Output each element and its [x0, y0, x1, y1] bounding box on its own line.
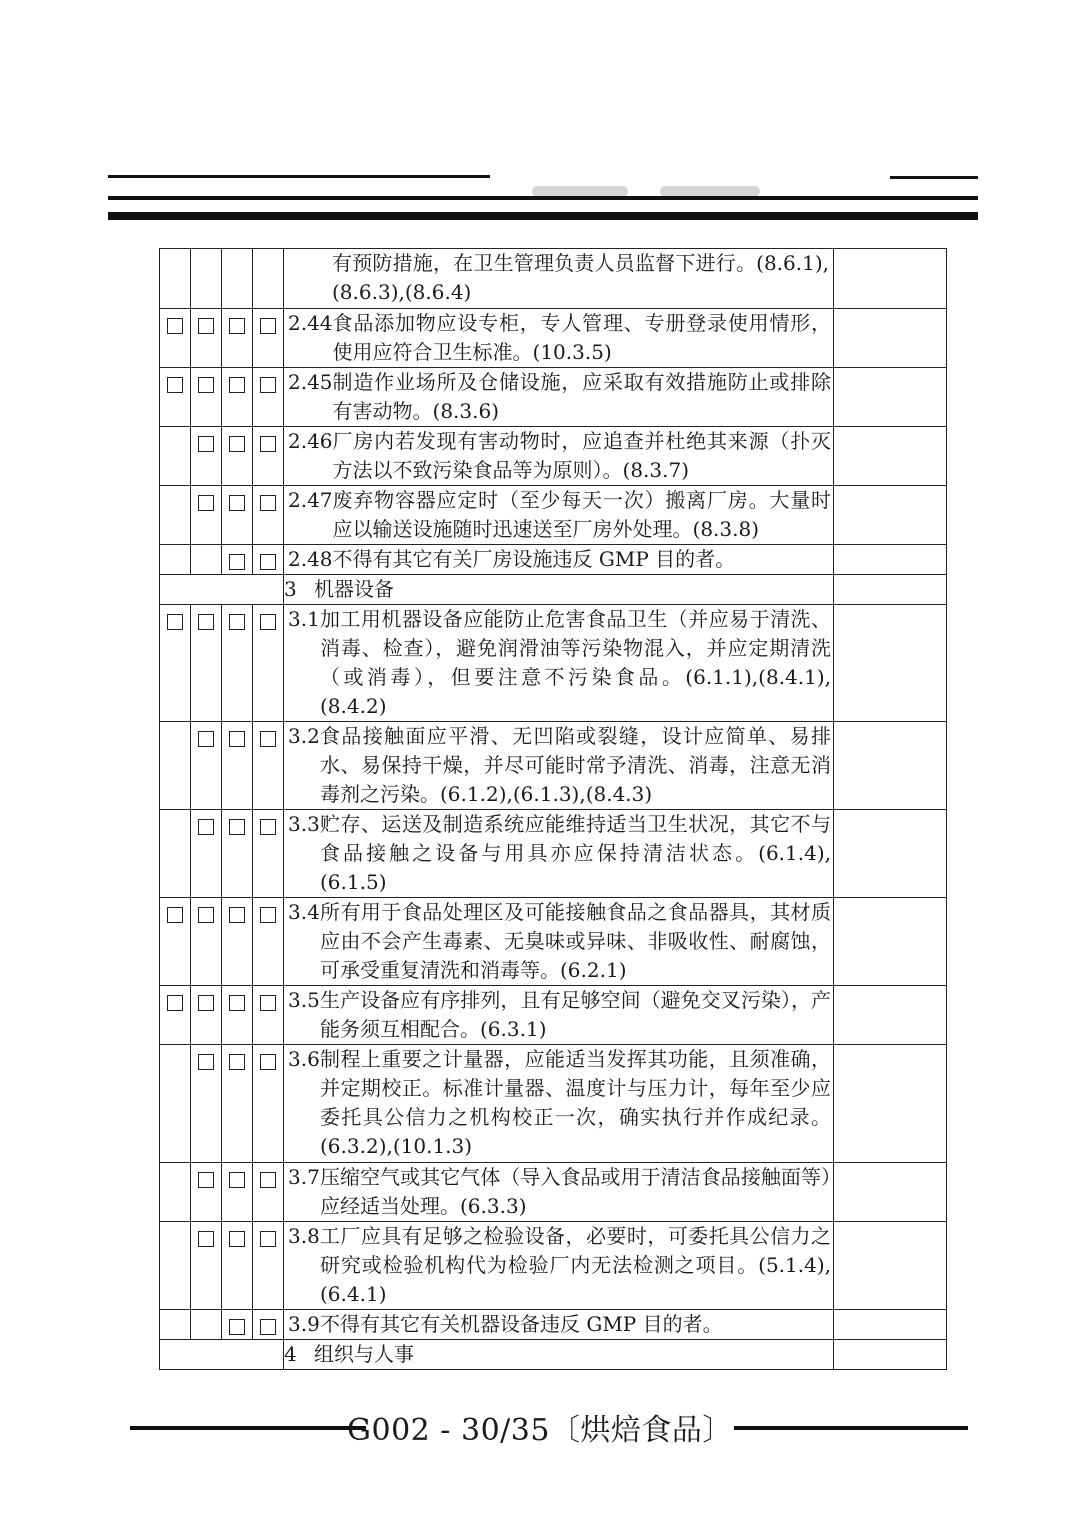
checklist-row [160, 722, 947, 810]
item [284, 309, 833, 367]
item [284, 605, 833, 721]
checkbox-cell [191, 368, 222, 427]
checkbox-cell [253, 368, 284, 427]
remarks-cell [834, 1340, 947, 1370]
checklist-row [160, 249, 947, 309]
checkbox-cell [253, 898, 284, 986]
checkbox-cell [191, 1222, 222, 1310]
item-text-cell [284, 810, 834, 898]
checkbox[interactable] [260, 907, 276, 923]
checkbox[interactable] [198, 819, 214, 835]
checklist-row [160, 986, 947, 1045]
item-number: 2.45 [288, 370, 333, 394]
checkbox-cell [160, 309, 191, 368]
checkbox[interactable] [198, 731, 214, 747]
section-title: 机器设备 [314, 577, 394, 601]
item [284, 545, 833, 574]
item-number: 3.2 [288, 724, 320, 748]
checkbox[interactable] [260, 731, 276, 747]
checklist-row [160, 486, 947, 545]
checkbox[interactable] [198, 1054, 214, 1070]
item-text: 所有用于食品处理区及可能接触食品之食品器具，其材质应由不会产生毒素、无臭味或异味、非吸收性、耐腐蚀，可承受重复清洗和消毒等。(6.2.1) [320, 900, 831, 982]
remarks-cell [834, 545, 947, 575]
checkbox-cell [253, 605, 284, 722]
remarks-cell [834, 368, 947, 427]
item [284, 898, 833, 985]
checkbox-cell [253, 309, 284, 368]
remarks-cell [834, 810, 947, 898]
checkbox-cell [160, 605, 191, 722]
checkbox[interactable] [260, 819, 276, 835]
checkbox[interactable] [260, 554, 276, 570]
item-number: 3.6 [288, 1047, 320, 1071]
item [284, 810, 833, 897]
item-text-cell [284, 368, 834, 427]
checkbox-cell [160, 1310, 191, 1340]
checkbox[interactable] [198, 377, 214, 393]
header-rule-top-left [108, 175, 490, 178]
item-text-cell [284, 605, 834, 722]
item-number: 2.47 [288, 488, 333, 512]
item [284, 1163, 833, 1221]
item-number: 2.44 [288, 311, 333, 335]
section-row [160, 575, 947, 605]
checkbox[interactable] [229, 554, 245, 570]
remarks-cell [834, 427, 947, 486]
checkbox-cell [191, 605, 222, 722]
item-text-cell [284, 1310, 834, 1340]
checklist-row [160, 1045, 947, 1163]
checkbox-cell [253, 1045, 284, 1163]
item-text: 加工用机器设备应能防止危害食品卫生（并应易于清洗、消毒、检查），避免润滑油等污染物混入，并应定期清洗（或消毒），但要注意不污染食品。(6.1.1),(8.4.1),(8.4.2) [320, 607, 831, 718]
item-number: 3.3 [288, 812, 320, 836]
checkbox-cell [160, 368, 191, 427]
checkbox-cell [160, 427, 191, 486]
checkbox[interactable] [167, 907, 183, 923]
checkbox[interactable] [229, 1231, 245, 1247]
checkbox[interactable] [229, 1054, 245, 1070]
checkbox-cell [253, 486, 284, 545]
checkbox-cell [191, 427, 222, 486]
remarks-cell [834, 605, 947, 722]
checklist-row [160, 810, 947, 898]
checkbox-cell [160, 986, 191, 1045]
checkbox[interactable] [229, 1319, 245, 1335]
checkbox[interactable] [198, 1231, 214, 1247]
checkbox[interactable] [198, 614, 214, 630]
section-number: 4 [284, 1342, 297, 1366]
checklist-row [160, 427, 947, 486]
item-text-cell [284, 309, 834, 368]
item-number: 3.8 [288, 1224, 320, 1248]
checkbox[interactable] [229, 907, 245, 923]
item-text-cell [284, 1163, 834, 1222]
remarks-cell [834, 486, 947, 545]
checkbox[interactable] [229, 995, 245, 1011]
checkbox-cell [160, 1163, 191, 1222]
checkbox[interactable] [229, 614, 245, 630]
item [284, 986, 833, 1044]
checkbox-cell [222, 545, 253, 575]
checkbox[interactable] [260, 1319, 276, 1335]
checkbox-cell [253, 722, 284, 810]
item-text: 废弃物容器应定时（至少每天一次）搬离厂房。大量时应以输送设施随时迅速送至厂房外处理。(8.3.8) [332, 488, 831, 541]
remarks-cell [834, 249, 947, 309]
checkbox-cell [160, 486, 191, 545]
checkbox[interactable] [229, 819, 245, 835]
checkbox-cell [191, 1045, 222, 1163]
checkbox-cell [191, 722, 222, 810]
checkbox[interactable] [229, 377, 245, 393]
checkbox-cell [253, 249, 284, 309]
checkbox[interactable] [229, 1172, 245, 1188]
item-text-cell [284, 545, 834, 575]
item-text-cell [284, 898, 834, 986]
checkbox-cell [160, 249, 191, 309]
item [284, 486, 833, 544]
checkbox[interactable] [167, 377, 183, 393]
item-text: 贮存、运送及制造系统应能维持适当卫生状况，其它不与食品接触之设备与用具亦应保持清洁状态。(6.1.4),(6.1.5) [320, 812, 831, 894]
item-text: 食品添加物应设专柜，专人管理、专册登录使用情形，使用应符合卫生标准。(10.3.5) [332, 311, 831, 364]
item-text: 工厂应具有足够之检验设备，必要时，可委托具公信力之研究或检验机构代为检验厂内无法检测之项目。(5.1.4),(6.4.1) [320, 1224, 831, 1306]
item-text-cell [284, 1045, 834, 1163]
checkbox-cell [222, 249, 253, 309]
checklist-row [160, 1163, 947, 1222]
checkbox-cell [253, 1163, 284, 1222]
checkbox[interactable] [229, 318, 245, 334]
item-number: 2.46 [288, 429, 333, 453]
item-text: 食品接触面应平滑、无凹陷或裂缝，设计应简单、易排水、易保持干燥，并尽可能时常予清洗、消毒，注意无消毒剂之污染。(6.1.2),(6.1.3),(8.4.3) [320, 724, 831, 806]
item-number: 2.48 [288, 547, 333, 571]
checkbox-cell [160, 898, 191, 986]
section-row [160, 1340, 947, 1370]
remarks-cell [834, 1222, 947, 1310]
checkbox[interactable] [260, 495, 276, 511]
checkbox[interactable] [229, 731, 245, 747]
item-text-continued: 有预防措施，在卫生管理负责人员监督下进行。(8.6.1),(8.6.3),(8.6.4) [332, 251, 829, 304]
checkbox[interactable] [198, 907, 214, 923]
checkbox-cell [160, 545, 191, 575]
checkbox-cell [222, 1045, 253, 1163]
checkbox-cell [191, 545, 222, 575]
checkbox[interactable] [260, 436, 276, 452]
checkbox[interactable] [260, 1172, 276, 1188]
checkbox[interactable] [260, 1231, 276, 1247]
remarks-cell [834, 898, 947, 986]
remarks-cell [834, 1163, 947, 1222]
item-text: 不得有其它有关机器设备违反 GMP 目的者。 [320, 1312, 723, 1336]
checkbox-cell [222, 368, 253, 427]
item-text: 制程上重要之计量器，应能适当发挥其功能，且须准确，并定期校正。标准计量器、温度计与压力计，每年至少应委托具公信力之机构校正一次，确实执行并作成纪录。(6.3.2),(10.1.3) [320, 1047, 831, 1158]
checkbox-cell [253, 810, 284, 898]
item-text-cell [284, 427, 834, 486]
page-footer: G002 - 30/35〔烘焙食品〕 [347, 1413, 733, 1448]
checkbox-cell [191, 486, 222, 545]
header-rule-middle [108, 196, 978, 200]
item-number: 3.1 [288, 607, 320, 631]
header-rule-top-right [890, 176, 978, 179]
checkbox[interactable] [260, 1054, 276, 1070]
checkbox-cell [222, 486, 253, 545]
item [284, 1310, 833, 1339]
checkbox-cell [191, 1310, 222, 1340]
item-number: 3.9 [288, 1312, 320, 1336]
checkbox[interactable] [260, 614, 276, 630]
item-text-cell [284, 986, 834, 1045]
checkbox[interactable] [198, 318, 214, 334]
checklist-body [160, 249, 947, 1370]
checkbox-cell [222, 605, 253, 722]
item-number: 3.5 [288, 988, 320, 1012]
checkbox-cell [160, 810, 191, 898]
checkbox[interactable] [198, 995, 214, 1011]
checkbox-cell [222, 898, 253, 986]
checkbox-cell [253, 986, 284, 1045]
item-text: 不得有其它有关厂房设施违反 GMP 目的者。 [332, 547, 736, 571]
checkbox-cell [222, 986, 253, 1045]
item-number: 3.7 [288, 1165, 320, 1189]
checkbox-cell [253, 545, 284, 575]
checkbox[interactable] [260, 995, 276, 1011]
checklist-row [160, 605, 947, 722]
checkbox-cell [191, 810, 222, 898]
checkbox[interactable] [229, 436, 245, 452]
checkbox-cell [253, 1310, 284, 1340]
checklist-row [160, 309, 947, 368]
checklist-row [160, 1222, 947, 1310]
remarks-cell [834, 1310, 947, 1340]
item-text: 生产设备应有序排列，且有足够空间（避免交叉污染），产能务须互相配合。(6.3.1) [320, 988, 831, 1041]
checkbox-cell [222, 1310, 253, 1340]
checkbox-cell [191, 1163, 222, 1222]
checkbox[interactable] [229, 495, 245, 511]
header-rule-thick [108, 212, 978, 220]
checkbox-cell [222, 1222, 253, 1310]
item [284, 722, 833, 809]
section-blank-cell [160, 1340, 284, 1370]
checkbox[interactable] [260, 318, 276, 334]
section-blank-cell [160, 575, 284, 605]
item-text-cell [284, 722, 834, 810]
item [284, 427, 833, 485]
section-title: 组织与人事 [314, 1342, 414, 1366]
checkbox[interactable] [198, 436, 214, 452]
remarks-cell [834, 1045, 947, 1163]
checklist-row [160, 1310, 947, 1340]
section-heading-cell [284, 575, 834, 605]
item-number: 3.4 [288, 900, 320, 924]
checkbox[interactable] [167, 614, 183, 630]
checkbox-cell [191, 986, 222, 1045]
checkbox-cell [160, 1045, 191, 1163]
item-text: 制造作业场所及仓储设施，应采取有效措施防止或排除有害动物。(8.3.6) [332, 370, 831, 423]
checkbox-cell [253, 1222, 284, 1310]
checkbox[interactable] [167, 995, 183, 1011]
remarks-cell [834, 575, 947, 605]
checklist-table [159, 248, 947, 1370]
item [284, 368, 833, 426]
checkbox-cell [191, 898, 222, 986]
section-heading-cell [284, 1340, 834, 1370]
checklist-row [160, 368, 947, 427]
item [284, 1045, 833, 1161]
checkbox-cell [222, 722, 253, 810]
checkbox[interactable] [260, 377, 276, 393]
checklist-row [160, 898, 947, 986]
checkbox-cell [253, 427, 284, 486]
checkbox-cell [191, 309, 222, 368]
checklist-row [160, 545, 947, 575]
remarks-cell [834, 722, 947, 810]
item-text: 压缩空气或其它气体（导入食品或用于清洁食品接触面等）应经适当处理。(6.3.3) [320, 1165, 831, 1218]
item-text-cell [284, 249, 834, 309]
checkbox[interactable] [198, 1172, 214, 1188]
item-text-cell [284, 486, 834, 545]
checkbox-cell [191, 249, 222, 309]
item-text-cell [284, 1222, 834, 1310]
checkbox-cell [222, 810, 253, 898]
checkbox-cell [222, 309, 253, 368]
remarks-cell [834, 986, 947, 1045]
section-number: 3 [284, 577, 297, 601]
checkbox[interactable] [198, 495, 214, 511]
checkbox-cell [222, 1163, 253, 1222]
checkbox-cell [160, 1222, 191, 1310]
item [284, 1222, 833, 1309]
remarks-cell [834, 309, 947, 368]
checkbox-cell [160, 722, 191, 810]
item-text: 厂房内若发现有害动物时，应追查并杜绝其来源（扑灭方法以不致污染食品等为原则）。(8.3.7) [332, 429, 831, 482]
checkbox[interactable] [167, 318, 183, 334]
checkbox-cell [222, 427, 253, 486]
